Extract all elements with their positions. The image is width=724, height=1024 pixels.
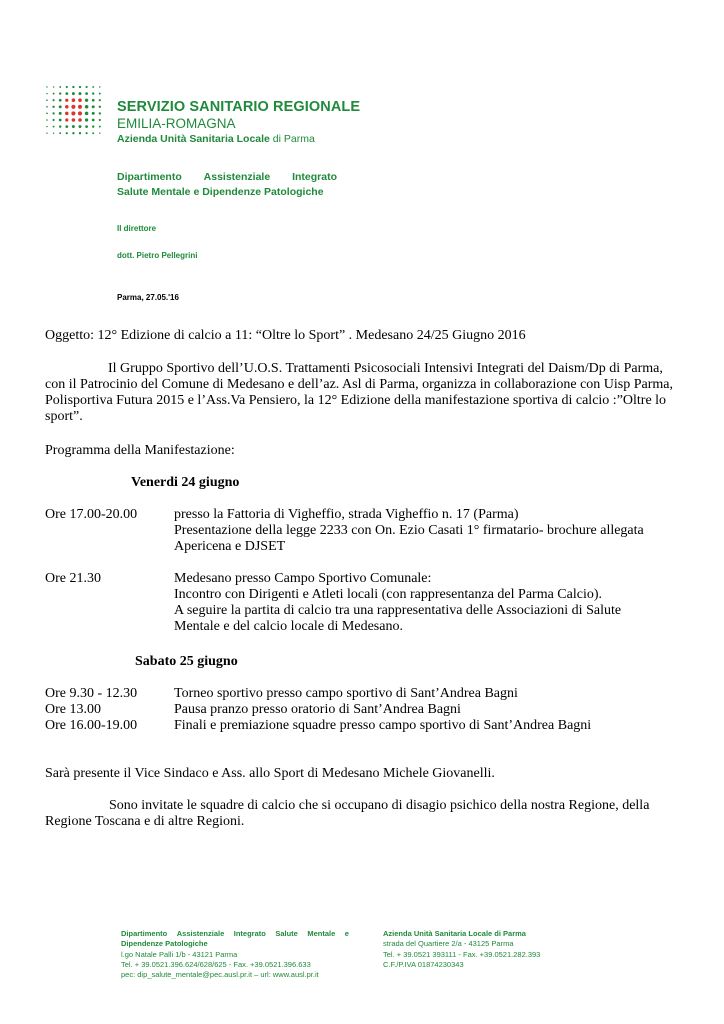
schedule-line: Mentale e del calcio locale di Medesano. [174, 619, 403, 634]
logo-dot [79, 132, 81, 134]
footer-azienda [383, 929, 603, 970]
regional-logo-dots-icon [44, 84, 106, 136]
logo-dot [46, 126, 47, 127]
logo-dot [59, 125, 61, 127]
logo-dot [72, 132, 74, 134]
footer-word: Mentale [307, 929, 336, 938]
logo-dot [46, 133, 47, 134]
logo-dot [46, 119, 48, 121]
logo-dot [78, 105, 82, 109]
logo-dot [85, 112, 89, 116]
logo-dot [99, 119, 101, 121]
logo-dot [65, 125, 68, 128]
day2-heading: Sabato 25 giugno [135, 654, 238, 669]
logo-dot [46, 93, 47, 94]
schedule-line: A seguire la partita di calcio tra una rappresentativa delle Associazioni di Salute [174, 603, 622, 618]
footer-word: Integrato [233, 929, 266, 938]
logo-dot [53, 86, 54, 87]
footer-azienda-name: Azienda Unità Sanitaria Locale di Parma [383, 929, 526, 938]
logo-dot [99, 86, 100, 87]
logo-dot [59, 105, 62, 108]
department-word: Integrato [292, 171, 337, 183]
logo-dot [46, 99, 48, 101]
letter-date: Parma, 27.05.'16 [117, 293, 179, 302]
logo-line-1: SERVIZIO SANITARIO REGIONALE [117, 99, 361, 115]
intro-paragraph [45, 361, 677, 425]
footer-department-line-2: Dipendenze Patologiche [121, 939, 208, 949]
department-word: Assistenziale [203, 171, 271, 183]
footer-department-address: l.go Natale Palli 1/b - 43121 Parma [121, 949, 238, 959]
schedule-line: Presentazione della legge 2233 con On. Ezio Casati 1° firmatario- brochure allegata [174, 523, 644, 538]
schedule-entry [174, 507, 694, 555]
footer-word: Assistenziale [176, 929, 225, 938]
vice-sindaco-note: Sarà presente il Vice Sindaco e Ass. allo Sport di Medesano Michele Giovanelli. [45, 766, 495, 781]
logo-dot [53, 119, 55, 121]
logo-dot [59, 119, 62, 122]
footer-department-contacts: pec: dip_salute_mentale@pec.ausl.pr.it – url: www.ausl.pr.it [121, 970, 319, 980]
logo-dot [92, 125, 94, 127]
logo-line-2: EMILIA-ROMAGNA [117, 116, 236, 131]
logo-dot [72, 92, 75, 95]
schedule-time: Ore 13.00 [45, 702, 101, 717]
schedule-time: Ore 16.00-19.00 [45, 718, 138, 733]
logo-dot [92, 86, 94, 88]
logo-dot [85, 118, 88, 121]
schedule-line: Torneo sportivo presso campo sportivo di Sant’Andrea Bagni [174, 686, 518, 701]
logo-dot [53, 93, 55, 95]
logo-dot [92, 132, 94, 134]
day2-schedule [45, 686, 695, 736]
logo-dot [72, 118, 76, 122]
logo-dot [78, 98, 82, 102]
schedule-line: Apericena e DJSET [174, 539, 286, 554]
schedule-time: Ore 17.00-20.00 [45, 507, 138, 522]
logo-dot [71, 105, 75, 109]
logo-dot [59, 92, 61, 94]
intro-text: Il Gruppo Sportivo dell’U.O.S. Trattamenti Psicosociali Intensivi Integrati del Daism/Dp di Parma, con il Patrocinio del Comune di Medesano e dell’az. Asl di Parma, organizza in collaborazione con Uisp Parma, Polisportiva Futura 2015 e l’Ass.Va Pensiero, la 12° Edizione della manifestazione sportiva di calcio :”Oltre lo sport”. [45, 361, 674, 424]
schedule-line: presso la Fattoria di Vigheffio, strada Vigheffio n. 17 (Parma) [174, 507, 519, 522]
footer-department-line-1 [121, 929, 349, 939]
logo-dot [66, 86, 68, 88]
logo-dot [92, 92, 94, 94]
schedule-line: Pausa pranzo presso oratorio di Sant’Andrea Bagni [174, 702, 461, 717]
footer-azienda-address: strada del Quartiere 2/a - 43125 Parma [383, 939, 514, 949]
logo-dot [79, 92, 82, 95]
department-line-2: Salute Mentale e Dipendenze Patologiche [117, 186, 324, 198]
logo-line-3-bold: Azienda Unità Sanitaria Locale [117, 133, 270, 145]
logo-dot [65, 105, 69, 109]
logo-dot [99, 99, 101, 101]
logo-dot [52, 106, 54, 108]
logo-dot [92, 119, 95, 122]
logo-dot [85, 92, 88, 95]
logo-dot [65, 99, 68, 102]
logo-dot [99, 106, 101, 108]
logo-dot [86, 132, 88, 134]
footer-department [121, 929, 349, 980]
logo-dot [52, 112, 54, 114]
schedule-line: Finali e premiazione squadre presso campo sportivo di Sant’Andrea Bagni [174, 718, 592, 733]
logo-dot [78, 111, 82, 115]
logo-dot [92, 112, 95, 115]
logo-dot [46, 86, 47, 87]
logo-dot [59, 112, 62, 115]
logo-line-3-rest: di Parma [269, 133, 315, 145]
logo-dot [92, 99, 95, 102]
program-title: Programma della Manifestazione: [45, 443, 235, 458]
schedule-time: Ore 9.30 - 12.30 [45, 686, 138, 701]
logo-dot [65, 112, 69, 116]
logo-dot [85, 105, 89, 109]
schedule-entry [174, 571, 694, 635]
invitation-line-2: Regione Toscana e di altre Regioni. [45, 814, 245, 829]
logo-dot [72, 98, 76, 102]
logo-dot [72, 86, 74, 88]
logo-dot [78, 118, 82, 122]
footer-department-phone: Tel. + 39.0521.396.624/628/625 - Fax. +39.0521.396.633 [121, 959, 311, 969]
logo-dot [92, 105, 95, 108]
logo-dot [85, 99, 88, 102]
logo-dot [99, 112, 101, 114]
logo-dot [99, 132, 100, 133]
invitation-line-1: Sono invitate le squadre di calcio che si occupano di disagio psichico della nostra Regione, della [109, 798, 650, 813]
footer-word: e [344, 929, 349, 938]
logo-dot [71, 111, 75, 115]
footer-word: Salute [275, 929, 298, 938]
logo-dot [99, 93, 101, 95]
logo-dot [59, 132, 61, 134]
logo-dot [99, 126, 101, 128]
logo-line-3 [117, 133, 315, 145]
schedule-line: Medesano presso Campo Sportivo Comunale: [174, 571, 432, 586]
logo-dot [59, 99, 62, 102]
director-name: dott. Pietro Pellegrini [117, 251, 198, 260]
footer-azienda-phone: Tel. + 39.0521 393111 - Fax. +39.0521.282.393 [383, 949, 541, 959]
subject-line: Oggetto: 12° Edizione di calcio a 11: “Oltre lo Sport” . Medesano 24/25 Giugno 2016 [45, 328, 526, 343]
logo-dot [59, 86, 61, 88]
logo-dot [65, 92, 68, 95]
logo-dot [79, 125, 82, 128]
logo-dot [53, 126, 55, 128]
schedule-time: Ore 21.30 [45, 571, 101, 586]
logo-dot [66, 132, 68, 134]
department-line-1 [117, 170, 337, 185]
day1-schedule [45, 507, 695, 647]
schedule-line: Incontro con Dirigenti e Atleti locali (con rappresentanza del Parma Calcio). [174, 587, 603, 602]
logo-dot [79, 86, 81, 88]
department-word: Dipartimento [117, 171, 182, 183]
day1-heading: Venerdi 24 giugno [131, 475, 240, 490]
logo-dot [46, 113, 48, 115]
logo-dot [72, 125, 75, 128]
logo-dot [53, 132, 54, 133]
footer-azienda-vat: C.F./P.IVA 01874230343 [383, 959, 464, 969]
logo-dot [86, 86, 88, 88]
logo-dot [85, 125, 88, 128]
department-header [117, 170, 337, 200]
logo-dot [53, 99, 55, 101]
footer-word: Dipartimento [121, 929, 168, 938]
director-label: Il direttore [117, 224, 157, 233]
logo-dot [46, 106, 48, 108]
logo-dot [65, 118, 68, 121]
